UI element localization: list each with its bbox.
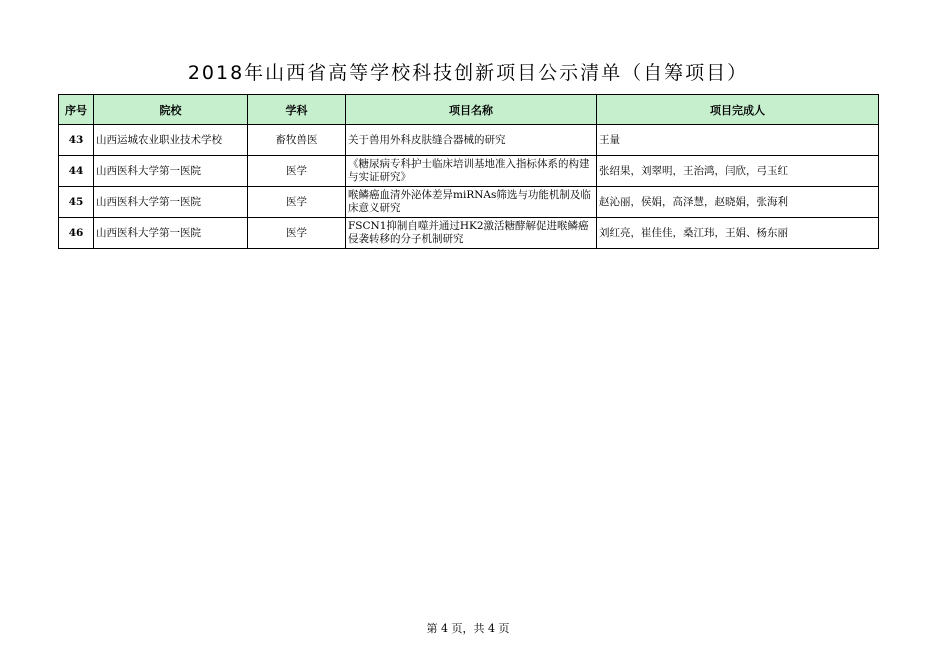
cell-seq: 46 <box>59 218 94 249</box>
page-title: 2018年山西省高等学校科技创新项目公示清单（自筹项目） <box>187 62 749 84</box>
cell-school: 山西医科大学第一医院 <box>94 218 248 249</box>
cell-people: 赵沁丽，侯娟，高泽慧，赵晓娟，张海利 <box>597 187 879 218</box>
cell-project: FSCN1抑制自噬并通过HK2激活糖酵解促进喉鳞癌侵袭转移的分子机制研究 <box>346 218 597 249</box>
cell-people: 张绍果，刘翠明，王治鸿，闫欣，弓玉红 <box>597 156 879 187</box>
page-footer: 第 4 页，共 4 页 <box>426 622 510 635</box>
header-subject: 学科 <box>248 95 346 125</box>
cell-project: 喉鳞癌血清外泌体差异miRNAs筛选与功能机制及临床意义研究 <box>346 187 597 218</box>
cell-seq: 43 <box>59 125 94 156</box>
table-row <box>59 125 879 156</box>
cell-people: 刘红亮，崔佳佳，桑江玮，王娟、杨东丽 <box>597 218 879 249</box>
header-people: 项目完成人 <box>597 95 879 125</box>
cell-subject: 医学 <box>248 156 346 187</box>
table-row <box>59 187 879 218</box>
cell-project: 关于兽用外科皮肤缝合器械的研究 <box>346 125 597 156</box>
cell-seq: 45 <box>59 187 94 218</box>
cell-subject: 医学 <box>248 187 346 218</box>
cell-school: 山西运城农业职业技术学校 <box>94 125 248 156</box>
table-row <box>59 218 879 249</box>
cell-school: 山西医科大学第一医院 <box>94 187 248 218</box>
cell-subject: 医学 <box>248 218 346 249</box>
cell-people: 王量 <box>597 125 879 156</box>
cell-school: 山西医科大学第一医院 <box>94 156 248 187</box>
header-project: 项目名称 <box>346 95 597 125</box>
table-header-row <box>59 95 879 125</box>
cell-seq: 44 <box>59 156 94 187</box>
table-row <box>59 156 879 187</box>
header-seq: 序号 <box>59 95 94 125</box>
cell-subject: 畜牧兽医 <box>248 125 346 156</box>
cell-project: 《糖尿病专科护士临床培训基地准入指标体系的构建与实证研究》 <box>346 156 597 187</box>
project-table <box>58 94 879 249</box>
header-school: 院校 <box>94 95 248 125</box>
